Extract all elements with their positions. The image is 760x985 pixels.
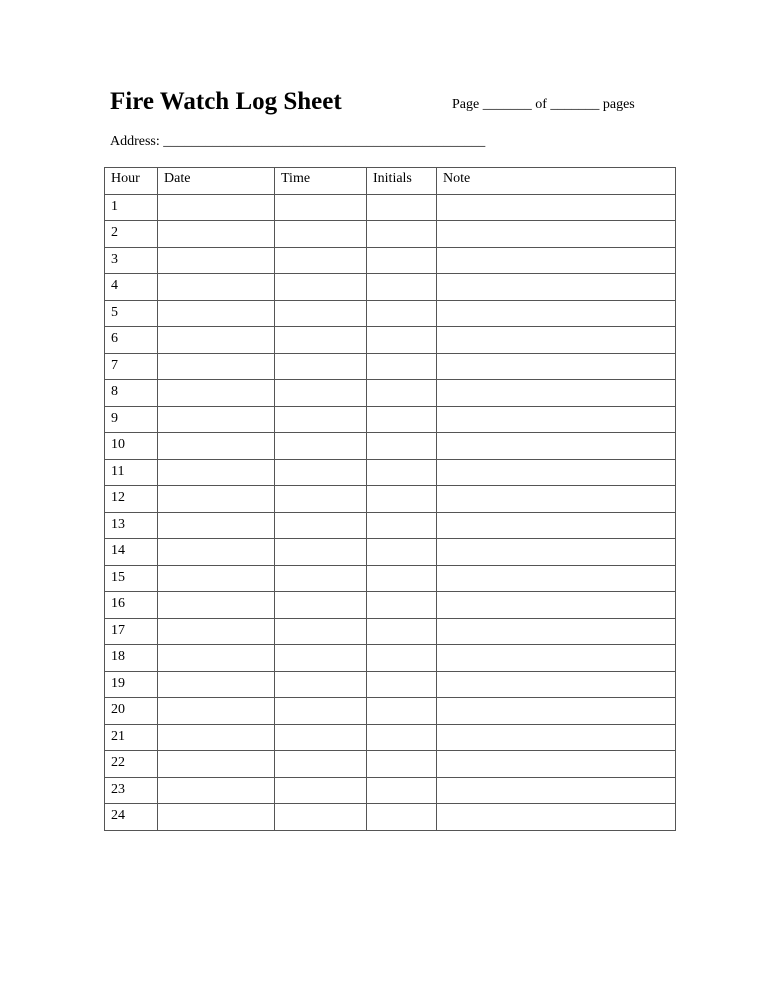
hour-cell: 24 xyxy=(105,804,158,831)
time-cell[interactable] xyxy=(275,221,367,248)
initials-cell[interactable] xyxy=(367,486,437,513)
time-cell[interactable] xyxy=(275,539,367,566)
time-cell[interactable] xyxy=(275,274,367,301)
date-cell[interactable] xyxy=(158,777,275,804)
date-cell[interactable] xyxy=(158,247,275,274)
hour-cell: 9 xyxy=(105,406,158,433)
table-row xyxy=(105,804,676,831)
note-cell[interactable] xyxy=(437,221,676,248)
initials-cell[interactable] xyxy=(367,194,437,221)
initials-cell[interactable] xyxy=(367,459,437,486)
time-cell[interactable] xyxy=(275,194,367,221)
time-cell[interactable] xyxy=(275,698,367,725)
time-cell[interactable] xyxy=(275,380,367,407)
time-cell[interactable] xyxy=(275,433,367,460)
note-cell[interactable] xyxy=(437,406,676,433)
date-cell[interactable] xyxy=(158,433,275,460)
hour-cell: 3 xyxy=(105,247,158,274)
note-cell[interactable] xyxy=(437,671,676,698)
time-cell[interactable] xyxy=(275,671,367,698)
hour-cell: 2 xyxy=(105,221,158,248)
initials-cell[interactable] xyxy=(367,645,437,672)
note-cell[interactable] xyxy=(437,618,676,645)
initials-cell[interactable] xyxy=(367,221,437,248)
note-cell[interactable] xyxy=(437,300,676,327)
initials-cell[interactable] xyxy=(367,433,437,460)
note-cell[interactable] xyxy=(437,804,676,831)
date-cell[interactable] xyxy=(158,353,275,380)
table-row xyxy=(105,777,676,804)
hour-cell: 17 xyxy=(105,618,158,645)
column-header-initials: Initials xyxy=(367,168,437,195)
date-cell[interactable] xyxy=(158,300,275,327)
date-cell[interactable] xyxy=(158,698,275,725)
time-cell[interactable] xyxy=(275,618,367,645)
note-cell[interactable] xyxy=(437,380,676,407)
time-cell[interactable] xyxy=(275,512,367,539)
hour-cell: 22 xyxy=(105,751,158,778)
hour-cell: 21 xyxy=(105,724,158,751)
table-row xyxy=(105,221,676,248)
hour-cell: 14 xyxy=(105,539,158,566)
date-cell[interactable] xyxy=(158,804,275,831)
page-count-field: Page _______ of _______ pages xyxy=(452,97,635,112)
hour-cell: 5 xyxy=(105,300,158,327)
date-cell[interactable] xyxy=(158,724,275,751)
time-cell[interactable] xyxy=(275,247,367,274)
note-cell[interactable] xyxy=(437,698,676,725)
time-cell[interactable] xyxy=(275,327,367,354)
date-cell[interactable] xyxy=(158,592,275,619)
initials-cell[interactable] xyxy=(367,274,437,301)
time-cell[interactable] xyxy=(275,353,367,380)
note-cell[interactable] xyxy=(437,777,676,804)
initials-cell[interactable] xyxy=(367,327,437,354)
hour-cell: 4 xyxy=(105,274,158,301)
initials-cell[interactable] xyxy=(367,247,437,274)
date-cell[interactable] xyxy=(158,194,275,221)
initials-cell[interactable] xyxy=(367,671,437,698)
date-cell[interactable] xyxy=(158,512,275,539)
hour-cell: 11 xyxy=(105,459,158,486)
note-cell[interactable] xyxy=(437,353,676,380)
time-cell[interactable] xyxy=(275,486,367,513)
initials-cell[interactable] xyxy=(367,539,437,566)
time-cell[interactable] xyxy=(275,592,367,619)
note-cell[interactable] xyxy=(437,565,676,592)
date-cell[interactable] xyxy=(158,380,275,407)
time-cell[interactable] xyxy=(275,300,367,327)
table-header-row xyxy=(105,168,676,195)
initials-cell[interactable] xyxy=(367,353,437,380)
column-header-hour: Hour xyxy=(105,168,158,195)
initials-cell[interactable] xyxy=(367,751,437,778)
table-row xyxy=(105,353,676,380)
date-cell[interactable] xyxy=(158,406,275,433)
note-cell[interactable] xyxy=(437,194,676,221)
table-row xyxy=(105,327,676,354)
note-cell[interactable] xyxy=(437,486,676,513)
table-row xyxy=(105,565,676,592)
note-cell[interactable] xyxy=(437,327,676,354)
note-cell[interactable] xyxy=(437,539,676,566)
table-row xyxy=(105,724,676,751)
table-row xyxy=(105,486,676,513)
note-cell[interactable] xyxy=(437,459,676,486)
hour-cell: 19 xyxy=(105,671,158,698)
table-row xyxy=(105,406,676,433)
table-row xyxy=(105,645,676,672)
time-cell[interactable] xyxy=(275,459,367,486)
hour-cell: 16 xyxy=(105,592,158,619)
table-row xyxy=(105,671,676,698)
date-cell[interactable] xyxy=(158,751,275,778)
address-field: Address: ______________________________________________ xyxy=(110,134,486,149)
hour-cell: 13 xyxy=(105,512,158,539)
initials-cell[interactable] xyxy=(367,804,437,831)
note-cell[interactable] xyxy=(437,724,676,751)
date-cell[interactable] xyxy=(158,221,275,248)
hour-cell: 8 xyxy=(105,380,158,407)
date-cell[interactable] xyxy=(158,459,275,486)
initials-cell[interactable] xyxy=(367,592,437,619)
table-row xyxy=(105,380,676,407)
initials-cell[interactable] xyxy=(367,618,437,645)
note-cell[interactable] xyxy=(437,433,676,460)
hour-cell: 15 xyxy=(105,565,158,592)
note-cell[interactable] xyxy=(437,512,676,539)
table-row xyxy=(105,300,676,327)
date-cell[interactable] xyxy=(158,539,275,566)
page-title: Fire Watch Log Sheet xyxy=(110,88,342,115)
hour-cell: 1 xyxy=(105,194,158,221)
note-cell[interactable] xyxy=(437,751,676,778)
date-cell[interactable] xyxy=(158,565,275,592)
initials-cell[interactable] xyxy=(367,698,437,725)
initials-cell[interactable] xyxy=(367,406,437,433)
fire-watch-log-table xyxy=(104,167,676,831)
time-cell[interactable] xyxy=(275,645,367,672)
hour-cell: 6 xyxy=(105,327,158,354)
date-cell[interactable] xyxy=(158,645,275,672)
table-body xyxy=(105,194,676,830)
date-cell[interactable] xyxy=(158,327,275,354)
time-cell[interactable] xyxy=(275,565,367,592)
note-cell[interactable] xyxy=(437,247,676,274)
table-row xyxy=(105,592,676,619)
hour-cell: 20 xyxy=(105,698,158,725)
time-cell[interactable] xyxy=(275,406,367,433)
initials-cell[interactable] xyxy=(367,512,437,539)
table-row xyxy=(105,539,676,566)
time-cell[interactable] xyxy=(275,777,367,804)
hour-cell: 23 xyxy=(105,777,158,804)
table-row xyxy=(105,433,676,460)
hour-cell: 18 xyxy=(105,645,158,672)
hour-cell: 12 xyxy=(105,486,158,513)
initials-cell[interactable] xyxy=(367,300,437,327)
time-cell[interactable] xyxy=(275,724,367,751)
time-cell[interactable] xyxy=(275,804,367,831)
note-cell[interactable] xyxy=(437,592,676,619)
table-row xyxy=(105,459,676,486)
table-row xyxy=(105,194,676,221)
date-cell[interactable] xyxy=(158,671,275,698)
table-row xyxy=(105,698,676,725)
date-cell[interactable] xyxy=(158,618,275,645)
column-header-date: Date xyxy=(158,168,275,195)
table-row xyxy=(105,618,676,645)
column-header-note: Note xyxy=(437,168,676,195)
table-row xyxy=(105,247,676,274)
hour-cell: 7 xyxy=(105,353,158,380)
table-row xyxy=(105,512,676,539)
date-cell[interactable] xyxy=(158,274,275,301)
date-cell[interactable] xyxy=(158,486,275,513)
time-cell[interactable] xyxy=(275,751,367,778)
initials-cell[interactable] xyxy=(367,565,437,592)
initials-cell[interactable] xyxy=(367,380,437,407)
table-row xyxy=(105,751,676,778)
table-row xyxy=(105,274,676,301)
note-cell[interactable] xyxy=(437,645,676,672)
initials-cell[interactable] xyxy=(367,724,437,751)
hour-cell: 10 xyxy=(105,433,158,460)
initials-cell[interactable] xyxy=(367,777,437,804)
note-cell[interactable] xyxy=(437,274,676,301)
column-header-time: Time xyxy=(275,168,367,195)
